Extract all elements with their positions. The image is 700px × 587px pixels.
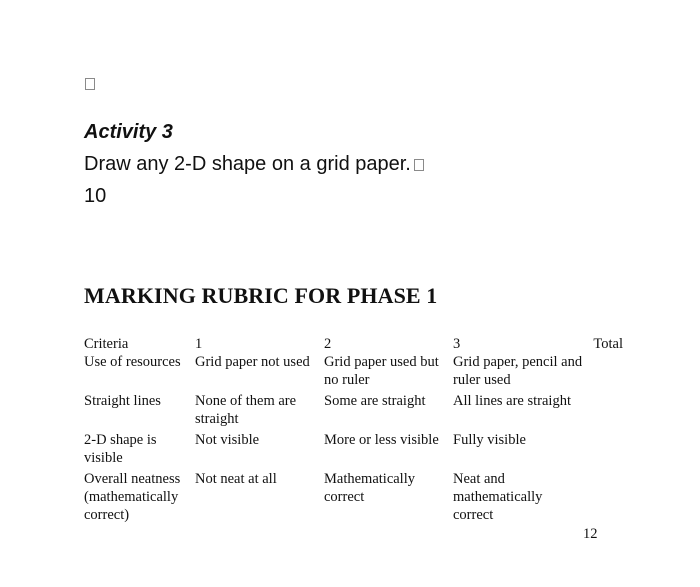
row-level-1: Grid paper not used [195,354,310,370]
row-level-1: None of them are straight [195,393,297,427]
row-level-3: Fully visible [453,432,526,448]
header-level-2: 2 [324,336,332,352]
row-criteria: Overall neatness (mathematically correct) [84,471,181,523]
row-level-2: Mathematically correct [324,471,415,505]
header-criteria: Criteria [84,336,129,352]
row-total [583,431,623,470]
row-level-1: Not visible [195,432,260,448]
table-row [84,470,623,527]
row-level-3: All lines are straight [453,393,571,409]
row-level-1: Not neat at all [195,471,277,487]
checkbox-icon [85,78,95,90]
row-criteria: Straight lines [84,393,161,409]
activity-instruction-text: Draw any 2-D shape on a grid paper. [84,153,411,175]
rubric-heading: MARKING RUBRIC FOR PHASE 1 [84,283,438,308]
row-level-2: More or less visible [324,432,439,448]
header-total: Total [593,336,623,352]
table-row [84,353,623,392]
row-level-2: Some are straight [324,393,426,409]
rubric-table [84,335,623,527]
row-criteria: Use of resources [84,354,181,370]
row-total [583,392,623,431]
row-level-3: Neat and mathematically correct [453,471,543,523]
table-row [84,431,623,470]
row-total [583,353,623,392]
row-total [583,470,623,527]
grand-total: 12 [583,526,598,542]
checkbox-icon [414,159,424,171]
row-criteria: 2-D shape is visible [84,432,157,466]
table-row [84,392,623,431]
activity-marks: 10 [84,185,107,207]
header-level-1: 1 [195,336,203,352]
header-level-3: 3 [453,336,461,352]
table-header-row [84,335,623,353]
activity-instruction [84,152,424,176]
activity-title: Activity 3 [84,121,173,143]
row-level-3: Grid paper, pencil and ruler used [453,354,583,388]
row-level-2: Grid paper used but no ruler [324,354,439,388]
